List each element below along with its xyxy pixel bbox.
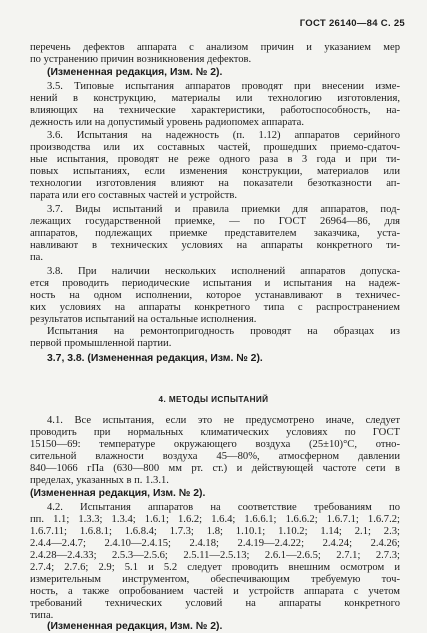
text-line: производства или их составных частей, прошедших приемо-сдаточ-	[30, 142, 400, 153]
text-line: 3.5. Типовые испытания аппаратов проводят при внесении изме-	[47, 81, 400, 92]
text-line: па.	[30, 252, 44, 263]
text-line: 3.6. Испытания на надежность (п. 1.12) аппаратов серийного	[47, 130, 400, 141]
text-line: 840—1066 гПа (630—800 мм рт. ст.) и действующей частоте сети в	[30, 463, 400, 474]
text-line: Испытания на ремонтопригодность проводят на образцах из	[47, 326, 400, 337]
text-line: пп. 1.1; 1.3.3; 1.3.4; 1.6.1; 1.6.2; 1.6.4; 1.6.6.1; 1.6.6.2; 1.6.7.1; 1.6.7.2;	[30, 514, 400, 525]
text-line: результатов испытаний на остальные исполнения.	[30, 314, 257, 325]
text-line: повых испытаниях, если изменения конструкции, материалов или	[30, 166, 400, 177]
text-line: ность на одном исполнении, которое устанавливают в техничес-	[30, 290, 400, 301]
text-line: типа.	[30, 610, 54, 621]
text-line: первой промышленной партии.	[30, 338, 172, 349]
text-line: 2.7.4; 2.7.6; 2.9; 5.1 и 5.2 следует проводить внешним осмотром и	[30, 562, 400, 573]
text-line: 2.4.4—2.4.7; 2.4.10—2.4.15; 2.4.18; 2.4.19—2.4.22; 2.4.24; 2.4.26;	[30, 538, 400, 549]
text-line: 3.8. При наличии нескольких исполнений аппаратов допуска-	[47, 266, 400, 277]
text-line: сительной влажности воздуха 45—80%, атмосферном давлении	[30, 451, 400, 462]
text-line: парата или его составных частей и устройств.	[30, 190, 238, 201]
text-line: измерительным инструментом, обеспечивающим требуемую точ-	[30, 574, 400, 585]
text-line: дежность или на допустимый уровень радиопомех аппарата.	[30, 117, 304, 128]
text-line: 15150—69: температуре окружающего воздуха (25±10)°C, отно-	[30, 439, 400, 450]
text-line: требований технических условий на аппараты конкретного	[30, 598, 400, 609]
text-line: лежащих государственной приемке, — по ГОСТ 26964—86, для	[30, 216, 400, 227]
text-line: проводить при нормальных климатических условиях по ГОСТ	[30, 427, 400, 438]
section-title: 4. МЕТОДЫ ИСПЫТАНИЙ	[158, 395, 269, 404]
text-line: ется проводить периодические испытания и испытания на надеж-	[30, 278, 400, 289]
amendment-note: (Измененная редакция, Изм. № 2).	[30, 488, 206, 499]
text-line: ные испытания, проводят не реже одного раза в 3 года и при ти-	[30, 154, 400, 165]
amendment-note: (Измененная редакция, Изм. № 2).	[47, 621, 223, 632]
text-line: влияющих на технические характеристики, работоспособность, на-	[30, 105, 400, 116]
text-line: 1.6.7.11; 1.6.8.1; 1.6.8.4; 1.7.3; 1.8; 1.10.1; 1.10.2; 1.14; 2.1; 2.3;	[30, 526, 400, 537]
text-line: нений в конструкцию, материалы или технологию изготовления,	[30, 93, 400, 104]
text-line: технологии изготовления влияют на показатели безотказности ап-	[30, 178, 400, 189]
amendment-note: (Измененная редакция, Изм. № 2).	[47, 67, 223, 78]
page-header: ГОСТ 26140—84 С. 25	[299, 18, 405, 29]
text-line: пределах, указанных в п. 1.3.1.	[30, 475, 169, 486]
amendment-note: 3.7, 3.8. (Измененная редакция, Изм. № 2).	[47, 353, 263, 364]
text-line: по устранению причин возникновения дефектов.	[30, 54, 252, 65]
text-line: ких условиях на аппараты конкретного типа с распространением	[30, 302, 400, 313]
text-line: 4.2. Испытания аппаратов на соответствие требованиям по	[47, 502, 400, 513]
text-line: 3.7. Виды испытаний и правила приемки для аппаратов, под-	[47, 204, 400, 215]
text-line: 4.1. Все испытания, если это не предусмотрено иначе, следует	[47, 415, 400, 426]
text-line: аппаратов, подлежащих приемке представителем заказчика, уста-	[30, 228, 400, 239]
text-line: перечень дефектов аппарата с анализом причин и указанием мер	[30, 42, 400, 53]
text-line: навливают в технических условиях на аппараты конкретного ти-	[30, 240, 400, 251]
text-line: 2.4.28—2.4.33; 2.5.3—2.5.6; 2.5.11—2.5.13; 2.6.1—2.6.5; 2.7.1; 2.7.3;	[30, 550, 400, 561]
text-line: ность, а также опробованием частей и устройств аппарата с учетом	[30, 586, 400, 597]
